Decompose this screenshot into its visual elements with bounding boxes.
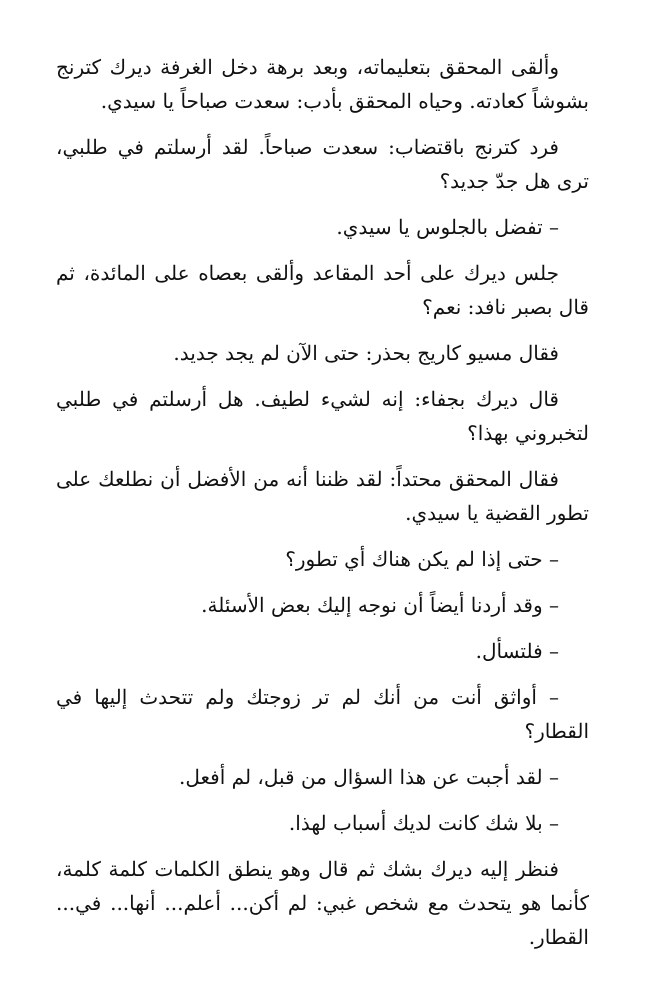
- paragraph-6: قال ديرك بجفاء: إنه لشيء لطيف. هل أرسلتم في طلبي لتخبروني بهذا؟: [56, 387, 589, 445]
- paragraph-11: – أواثق أنت من أنك لم تر زوجتك ولم تتحدث إليها في القطار؟: [56, 685, 589, 743]
- paragraph-8: – حتى إذا لم يكن هناك أي تطور؟: [285, 547, 559, 571]
- paragraph-12: – لقد أجبت عن هذا السؤال من قبل، لم أفعل.: [179, 765, 559, 789]
- paragraph-7: فقال المحقق محتداً: لقد ظننا أنه من الأفضل أن نطلعك على تطور القضية يا سيدي.: [56, 467, 589, 525]
- paragraph-5: فقال مسيو كاريج بحذر: حتى الآن لم يجد جديد.: [173, 341, 559, 365]
- paragraph-14: فنظر إليه ديرك بشك ثم قال وهو ينطق الكلمات كلمة كلمة، كأنما هو يتحدث مع شخص غبي: لم أكن... أعلم... أنها... في... القطار.: [56, 857, 589, 949]
- paragraph-3: – تفضل بالجلوس يا سيدي.: [336, 215, 559, 239]
- paragraph-4: جلس ديرك على أحد المقاعد وألقى بعصاه على المائدة، ثم قال بصبر نافد: نعم؟: [56, 261, 589, 319]
- paragraph-1: وألقى المحقق بتعليماته، وبعد برهة دخل الغرفة ديرك كترنج بشوشاً كعادته. وحياه المحقق بأدب: سعدت صباحاً يا سيدي.: [56, 55, 589, 113]
- paragraph-2: فرد كترنج باقتضاب: سعدت صباحاً. لقد أرسلتم في طلبي، ترى هل جدّ جديد؟: [56, 135, 589, 193]
- paragraph-13: – بلا شك كانت لديك أسباب لهذا.: [288, 811, 559, 835]
- paragraph-10: – فلتسأل.: [475, 639, 559, 663]
- paragraph-9: – وقد أردنا أيضاً أن نوجه إليك بعض الأسئلة.: [201, 593, 559, 617]
